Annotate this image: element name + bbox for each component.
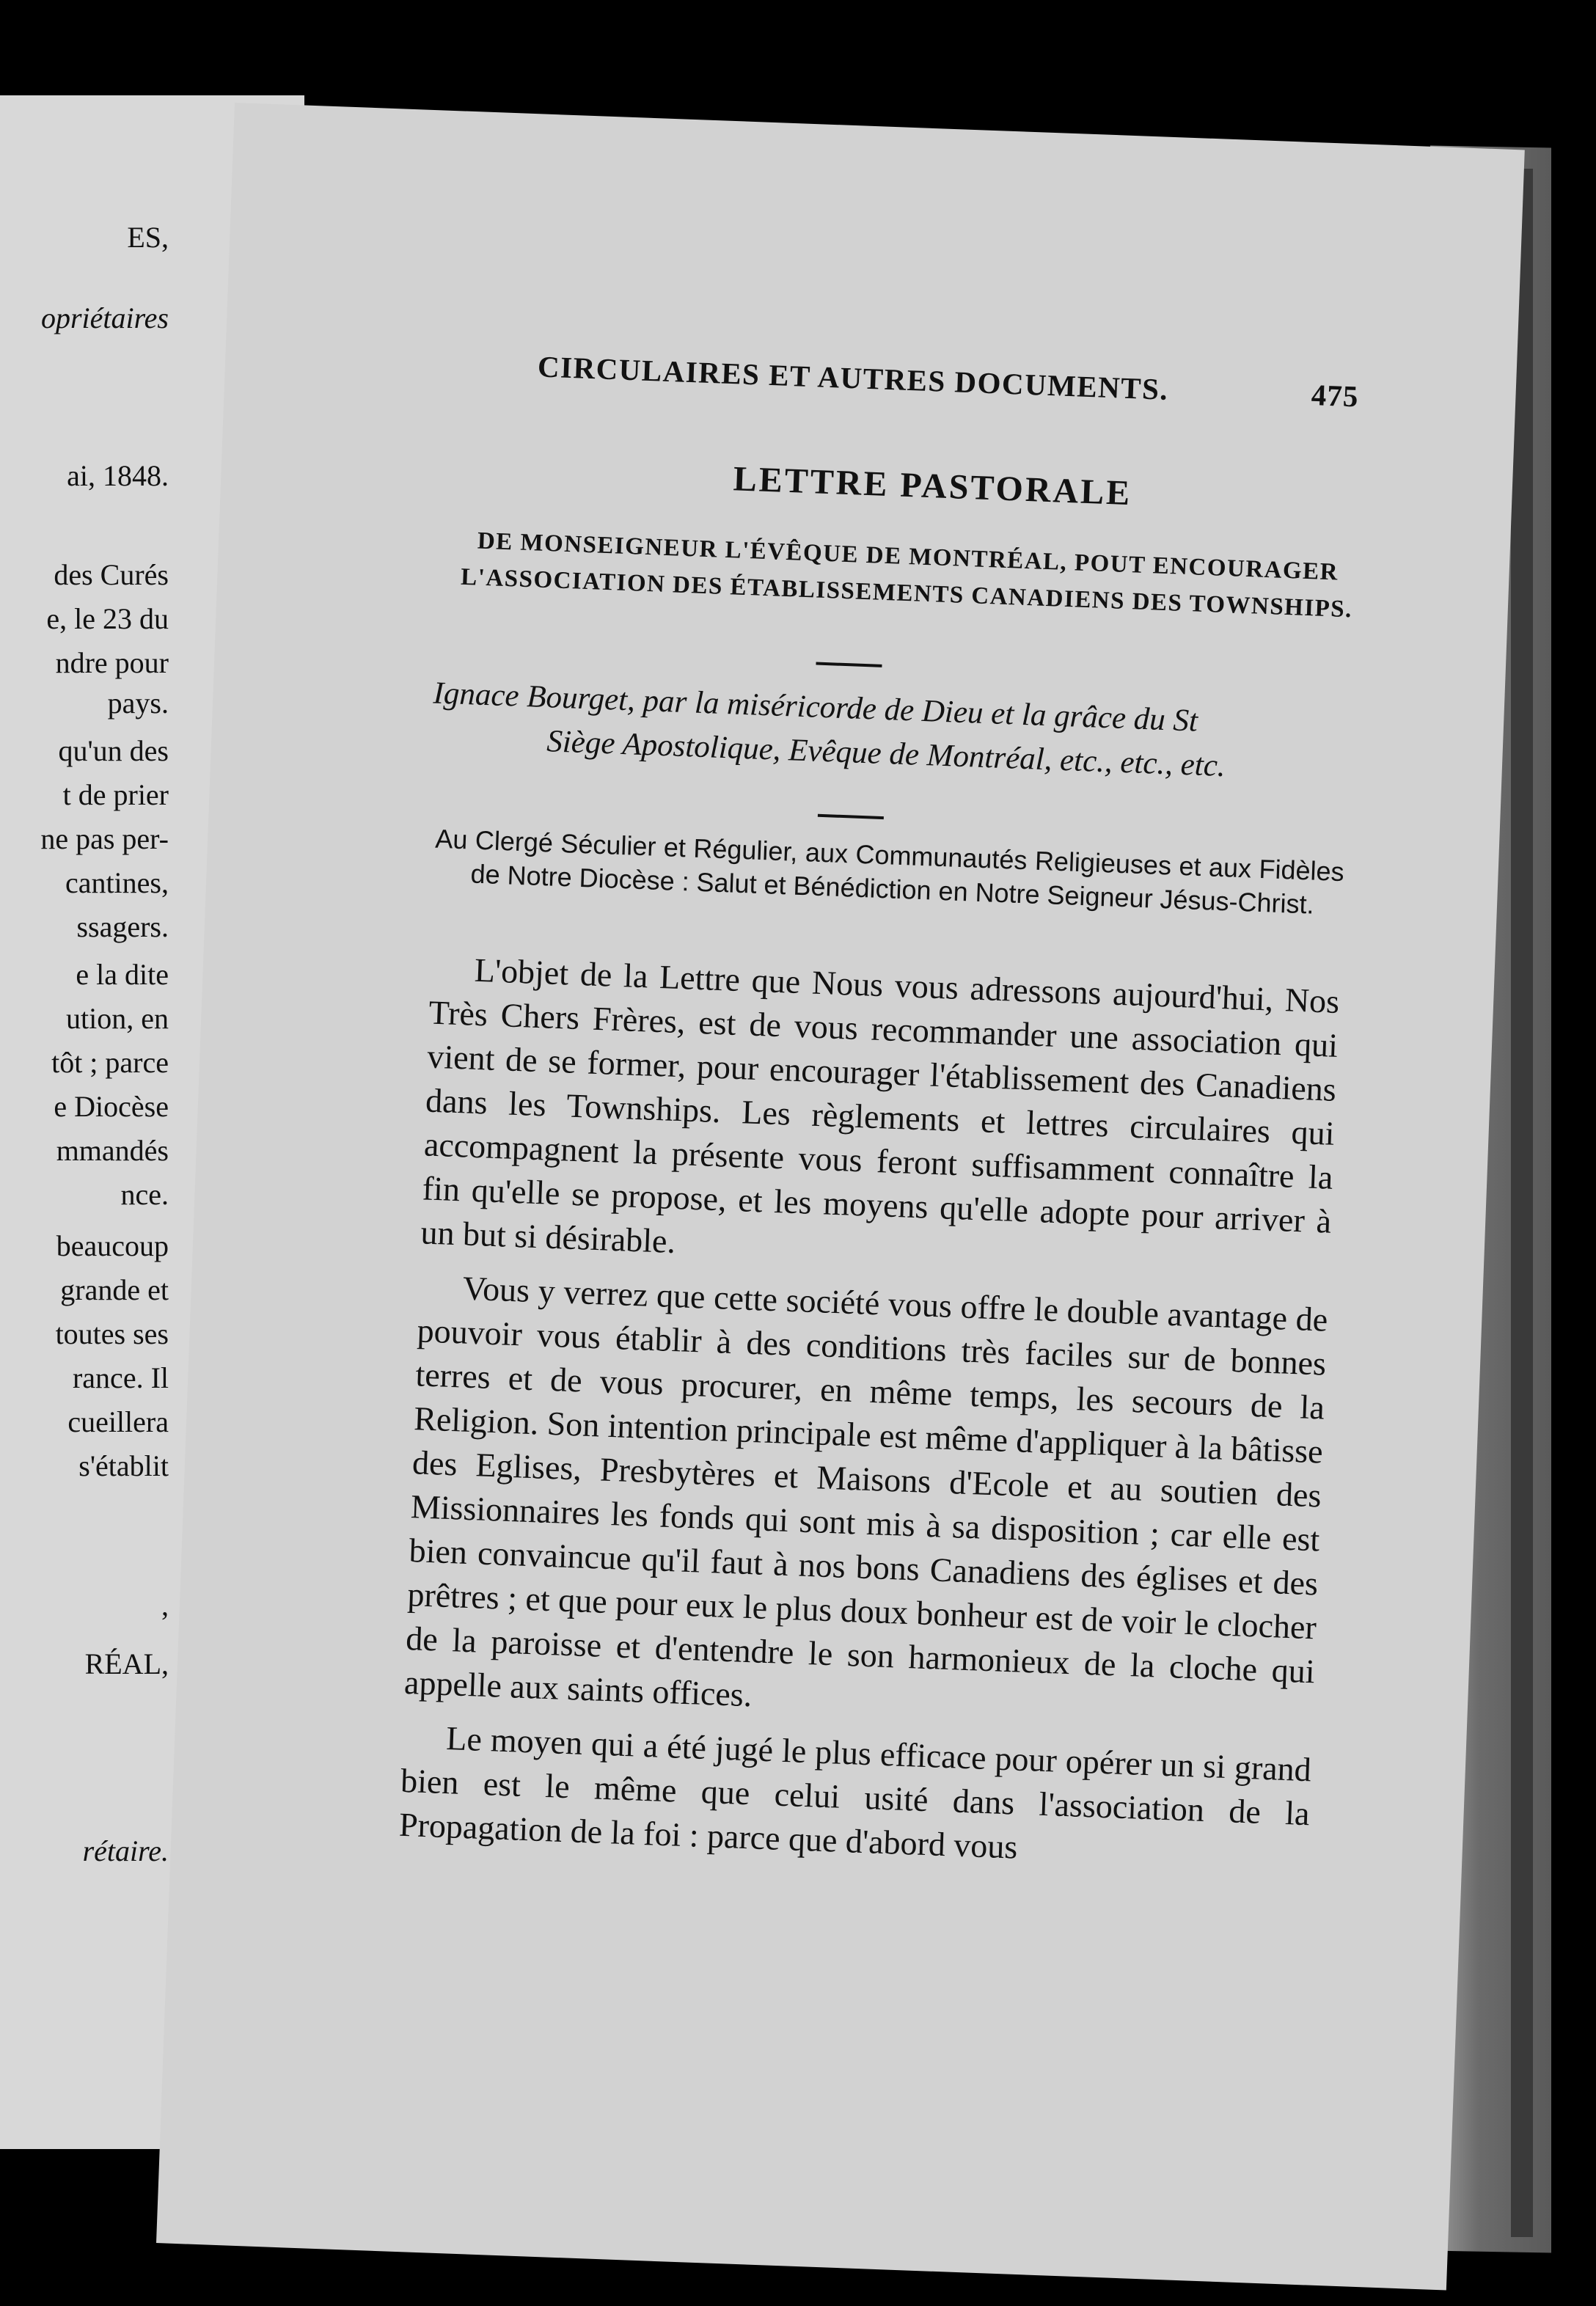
body-paragraph: Le moyen qui a été jugé le plus efficace pour opérer un si grand bien est le même que celui usité dans l'association de la Propagation de la foi : parce que d'abord vous <box>398 1719 1312 1866</box>
left-page-line: ndre pour <box>55 646 169 679</box>
left-page-line: e la dite <box>76 958 169 991</box>
right-page <box>156 103 1525 2291</box>
left-page-line: RÉAL, <box>84 1647 169 1680</box>
left-page-line: des Curés <box>54 558 169 591</box>
left-page-line: cantines, <box>65 866 169 899</box>
left-page-line: cueillera <box>67 1405 169 1438</box>
running-title: CIRCULAIRES ET AUTRES DOCUMENTS. <box>537 349 1169 406</box>
left-page-line: pays. <box>107 687 169 720</box>
left-page-line: beaucoup <box>56 1229 169 1262</box>
body-paragraph: L'objet de la Lettre que Nous vous adressons aujourd'hui, Nos Très Chers Frères, est de vous recommander une association qui vient de se former, pour encourager l'établissement des Canadiens dans les Townships. Les règlements et lettres circulaires qui accompagnent la présente vous feront suffisamment connaître la fin qu'elle se propose, et les moyens qu'elle adopte pour arriver à un but si désirable. <box>420 951 1341 1261</box>
left-page-line: opriétaires <box>40 301 169 334</box>
page-stack-shadow <box>1511 169 1533 2237</box>
invocation <box>431 671 1343 792</box>
invocation-line: Siège Apostolique, Evêque de Montréal, etc., etc., etc. <box>546 724 1226 784</box>
letter-body <box>398 947 1341 1891</box>
left-page-line: qu'un des <box>58 734 169 767</box>
letter-heading: LETTRE PASTORALE <box>732 459 1133 513</box>
separator-rule <box>818 814 884 819</box>
running-head <box>537 348 1359 414</box>
left-page-line: e Diocèse <box>54 1090 169 1123</box>
left-page-line: tôt ; parce <box>51 1046 169 1079</box>
letter-subheading: DE MONSEIGNEUR L'ÉVÊQUE DE MONTRÉAL, POUT ENCOURAGER L'ASSOCIATION DES ÉTABLISSEMENTS CANADIENS DES TOWNSHIPS. <box>460 527 1353 623</box>
body-paragraph: Vous y verrez que cette société vous offre le double avantage de pouvoir vous établir à des conditions très faciles sur de bonnes terres et de vous procurer, en même temps, les secours de la Religion. Son intention principale est même d'appliquer à la bâtisse des Eglises, Presbytères et Maisons d'Ecole et au soutien des Missionnaires les fonds qui sont mis à sa disposition ; car elle est bien convaincue qu'il faut à nos bons Canadiens des églises et des prêtres ; et que pour eux le plus doux bonheur est de voir le clocher de la paroisse et d'entendre le son harmonieux de la cloche qui appelle aux saints offices. <box>403 1269 1329 1714</box>
left-page-line: t de prier <box>62 778 169 811</box>
left-page-line: toutes ses <box>55 1317 169 1350</box>
left-page-line: , <box>161 1589 169 1622</box>
salutation-text: Au Clergé Séculier et Régulier, aux Communautés Religieuses et aux Fidèles de Notre Diocèse : Salut et Bénédiction en Notre Seigneur Jésus-Christ. <box>434 823 1345 920</box>
left-page-line: ne pas per- <box>40 822 169 855</box>
page-number: 475 <box>1311 378 1360 414</box>
left-page-line: ai, 1848. <box>67 459 169 492</box>
left-page-line: nce. <box>120 1178 169 1211</box>
left-page-line: rance. Il <box>72 1361 169 1394</box>
left-page-line: rétaire. <box>82 1834 169 1867</box>
separator-rule <box>816 662 882 667</box>
left-page-line: e, le 23 du <box>46 602 169 635</box>
left-page-line: grande et <box>60 1273 169 1306</box>
left-page-line: ution, en <box>66 1002 169 1035</box>
invocation-line: Ignace Bourget, par la miséricorde de Dieu et la grâce du St <box>432 676 1198 739</box>
left-page-line: mmandés <box>56 1134 169 1167</box>
salutation <box>433 822 1345 923</box>
left-page-line: ssagers. <box>76 910 169 943</box>
left-page-line: ES, <box>127 221 169 254</box>
left-page-line: s'établit <box>78 1449 169 1482</box>
